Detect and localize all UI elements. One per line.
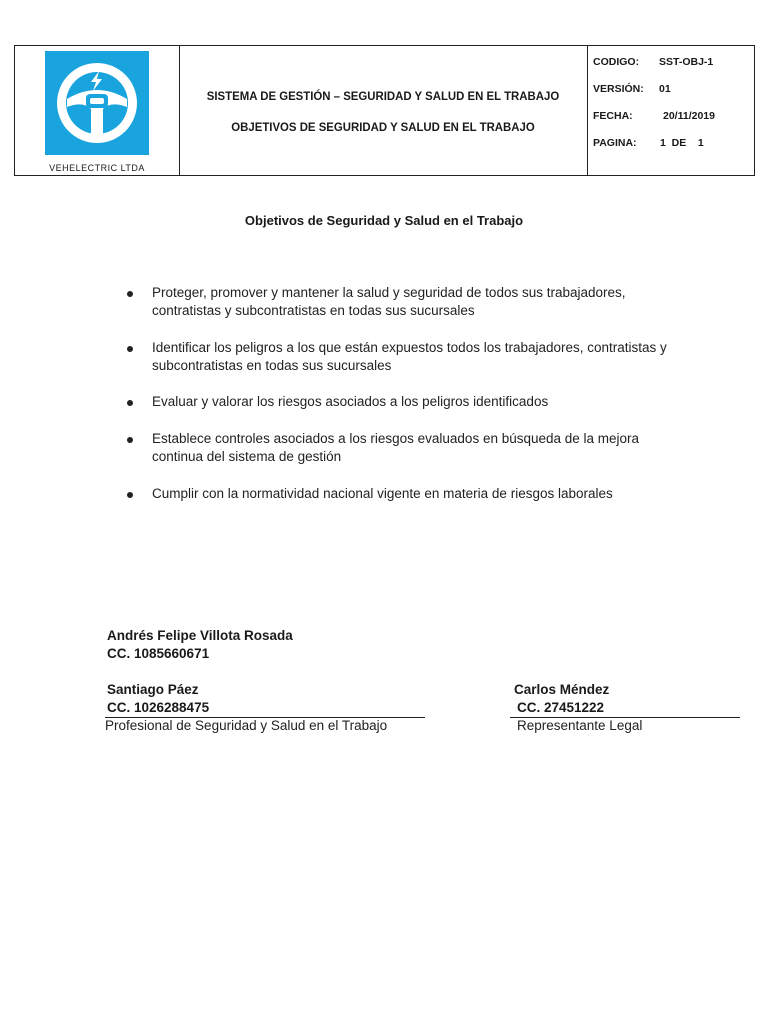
version-value: 01: [659, 83, 671, 95]
bullet-icon: [127, 492, 133, 498]
signer-2-cc: CC. 1026288475: [107, 700, 210, 715]
company-name: VEHELECTRIC LTDA: [49, 163, 145, 173]
list-item: Establece controles asociados a los riesgos evaluados en búsqueda de la mejora continua del sistema de gestión: [152, 431, 640, 464]
list-item: Proteger, promover y mantener la salud y seguridad de todos sus trabajadores, contratistas y subcontratistas en todas sus sucursales: [152, 285, 626, 318]
document-header: [14, 45, 755, 176]
meta-version: [593, 83, 671, 95]
fecha-label: FECHA:: [593, 110, 633, 122]
logo-cell: [15, 46, 180, 175]
bullet-icon: [127, 346, 133, 352]
version-label: VERSIÓN:: [593, 83, 644, 95]
list-item: Identificar los peligros a los que están expuestos todos los trabajadores, contratistas y subcontratistas en todas sus sucursales: [152, 340, 667, 373]
list-item: Evaluar y valorar los riesgos asociados a los peligros identificados: [152, 394, 549, 409]
codigo-label: CODIGO:: [593, 56, 640, 68]
signer-3-role: Representante Legal: [517, 718, 643, 733]
system-title: SISTEMA DE GESTIÓN – SEGURIDAD Y SALUD EN EL TRABAJO: [206, 89, 560, 103]
signer-2-name: Santiago Páez: [107, 682, 199, 697]
meta-codigo: [593, 56, 714, 68]
signer-2-role: Profesional de Seguridad y Salud en el Trabajo: [105, 718, 388, 733]
signer-1-name: Andrés Felipe Villota Rosada: [107, 628, 293, 643]
bullet-icon: [127, 400, 133, 406]
meta-pagina: [593, 137, 704, 149]
meta-cell: [588, 46, 754, 175]
bullet-icon: [127, 291, 133, 297]
pagina-value: 1 DE 1: [660, 137, 704, 149]
signer-3-name: Carlos Méndez: [514, 682, 610, 697]
bullet-icon: [127, 437, 133, 443]
page-heading: Objetivos de Seguridad y Salud en el Trabajo: [244, 213, 524, 228]
document-title: OBJETIVOS DE SEGURIDAD Y SALUD EN EL TRABAJO: [231, 120, 535, 134]
codigo-value: SST-OBJ-1: [659, 56, 714, 68]
fecha-value: 20/11/2019: [663, 110, 715, 122]
company-logo: [45, 51, 149, 155]
meta-fecha: [593, 110, 715, 122]
list-item: Cumplir con la normatividad nacional vigente en materia de riesgos laborales: [152, 486, 613, 501]
pagina-label: PAGINA:: [593, 137, 637, 149]
steering-wheel-icon: [45, 51, 149, 155]
title-cell: [179, 46, 588, 175]
signer-1-cc: CC. 1085660671: [107, 646, 210, 661]
signer-3-cc: CC. 27451222: [517, 700, 605, 715]
